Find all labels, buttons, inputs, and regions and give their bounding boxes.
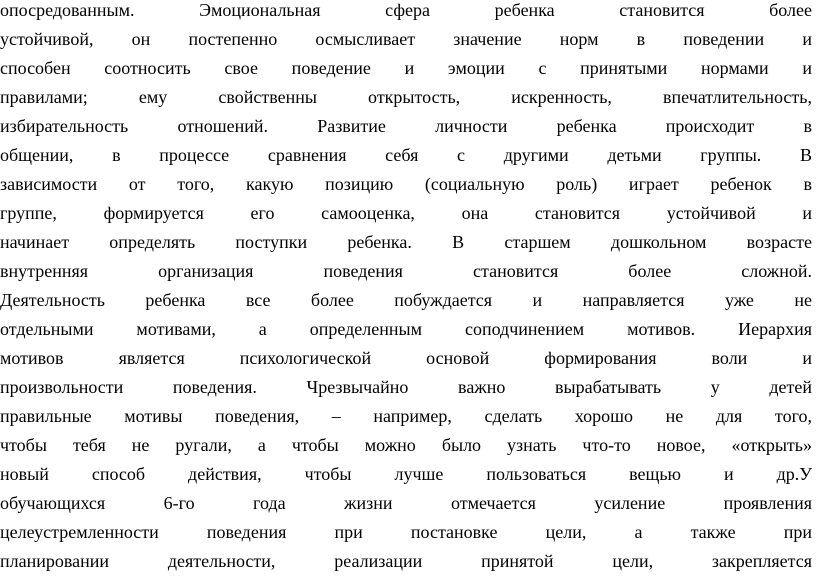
text-line: группе, формируется его самооценка, она становится устойчивой и <box>0 203 812 223</box>
text-line: планировании деятельности, реализации принятой цели, закрепляется <box>0 551 812 571</box>
text-line: правилами; ему свойственны открытость, искренность, впечатлительность, <box>0 87 812 107</box>
text-line: общении, в процессе сравнения себя с другими детьми группы. В <box>0 145 812 165</box>
text-line: целеустремленности поведения при постановке цели, а также при <box>0 522 812 542</box>
text-line: начинает определять поступки ребенка. В старшем дошкольном возрасте <box>0 232 812 252</box>
text-line: правильные мотивы поведения, – например, сделать хорошо не для того, <box>0 406 812 426</box>
text-line: способен соотносить свое поведение и эмоции с принятыми нормами и <box>0 58 812 78</box>
text-line: новый способ действия, чтобы лучше пользоваться вещью и др.У <box>0 464 812 484</box>
text-line: обучающихся 6-го года жизни отмечается усиление проявления <box>0 493 812 513</box>
text-line: чтобы тебя не ругали, а чтобы можно было узнать что-то новое, «открыть» <box>0 435 812 455</box>
text-line: избирательность отношений. Развитие личности ребенка происходит в <box>0 116 812 136</box>
text-line: произвольности поведения. Чрезвычайно важно вырабатывать у детей <box>0 377 812 397</box>
text-line: зависимости от того, какую позицию (социальную роль) играет ребенок в <box>0 174 812 194</box>
text-line: мотивов является психологической основой формирования воли и <box>0 348 812 368</box>
text-line: отдельными мотивами, а определенным соподчинением мотивов. Иерархия <box>0 319 812 339</box>
text-line: Деятельность ребенка все более побуждается и направляется уже не <box>0 290 812 310</box>
text-line: внутренняя организация поведения становится более сложной. <box>0 261 812 281</box>
text-line: опосредованным. Эмоциональная сфера ребенка становится более <box>0 0 812 20</box>
text-line: устойчивой, он постепенно осмысливает значение норм в поведении и <box>0 29 812 49</box>
